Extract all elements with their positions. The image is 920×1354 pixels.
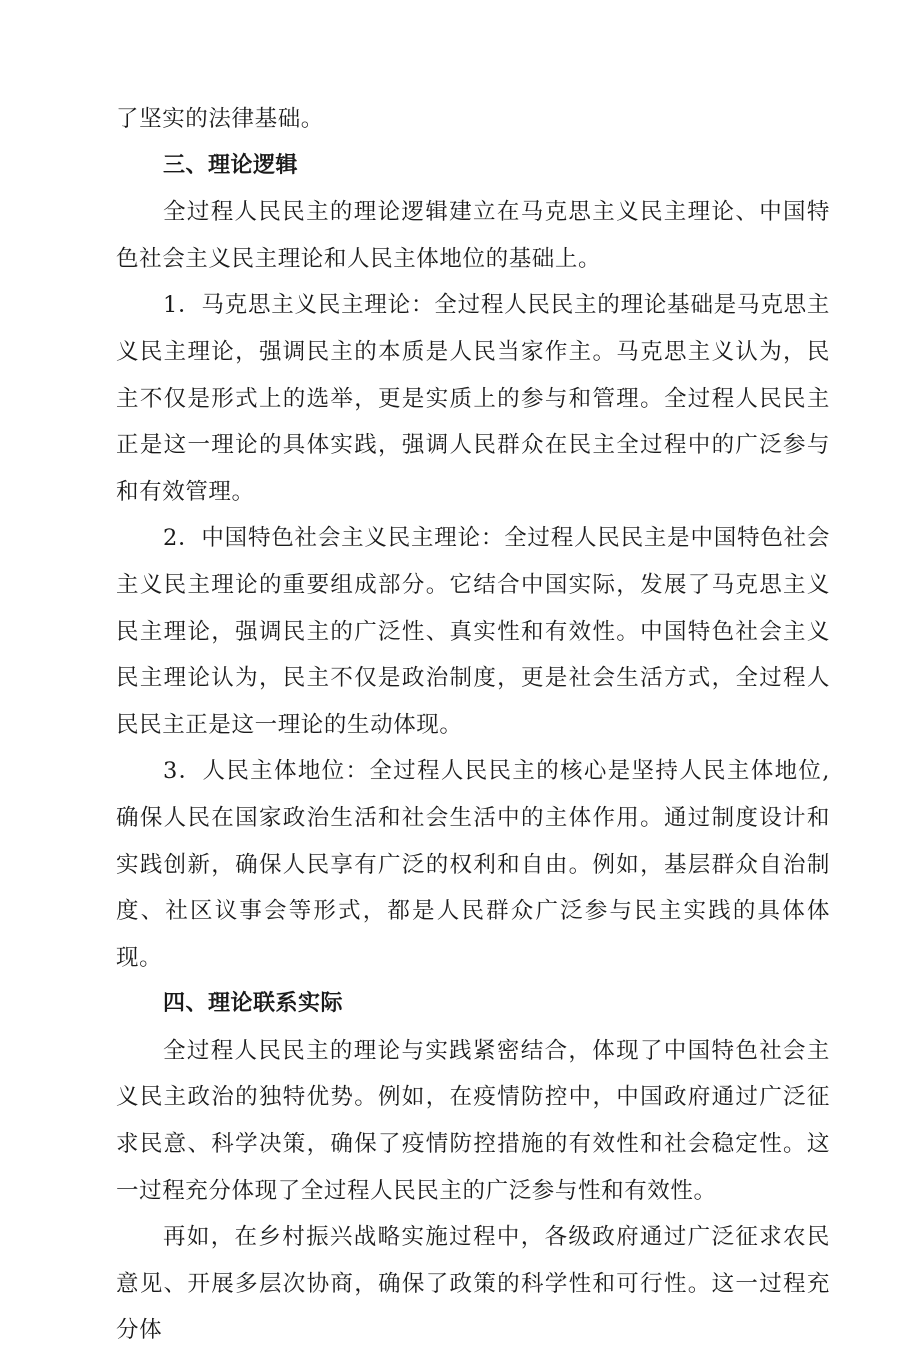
paragraph-people-subject: 3．人民主体地位：全过程人民民主的核心是坚持人民主体地位,确保人民在国家政治生活和社会生活中的主体作用。通过制度设计和实践创新，确保人民享有广泛的权利和自由。例如，基层群众自治制度、社区议事会等形式，都是人民群众广泛参与民主实践的具体体现。	[116, 758, 830, 971]
paragraph-practice-pandemic: 全过程人民民主的理论与实践紧密结合，体现了中国特色社会主义民主政治的独特优势。例如，在疫情防控中，中国政府通过广泛征求民意、科学决策，确保了疫情防控措施的有效性和社会稳定性。这一过程充分体现了全过程人民民主的广泛参与性和有效性。	[116, 1037, 830, 1204]
section-heading-theory-logic: 三、理论逻辑	[163, 152, 299, 178]
paragraph-continuation: 了坚实的法律基础。	[116, 106, 324, 132]
paragraph-theory-intro: 全过程人民民主的理论逻辑建立在马克思主义民主理论、中国特色社会主义民主理论和人民主体地位的基础上。	[116, 199, 830, 272]
paragraph-socialist-theory: 2．中国特色社会主义民主理论：全过程人民民主是中国特色社会主义民主理论的重要组成部分。它结合中国实际，发展了马克思主义民主理论，强调民主的广泛性、真实性和有效性。中国特色社会主义民主理论认为，民主不仅是政治制度，更是社会生活方式，全过程人民民主正是这一理论的生动体现。	[116, 525, 830, 738]
document-body	[116, 96, 830, 1354]
paragraph-marxist-theory: 1．马克思主义民主理论：全过程人民民主的理论基础是马克思主义民主理论，强调民主的本质是人民当家作主。马克思主义认为，民主不仅是形式上的选举，更是实质上的参与和管理。全过程人民民主正是这一理论的具体实践，强调人民群众在民主全过程中的广泛参与和有效管理。	[116, 292, 830, 505]
section-heading-theory-practice: 四、理论联系实际	[163, 991, 344, 1017]
paragraph-practice-rural: 再如，在乡村振兴战略实施过程中，各级政府通过广泛征求农民意见、开展多层次协商，确保了政策的科学性和可行性。这一过程充分体	[116, 1224, 830, 1344]
